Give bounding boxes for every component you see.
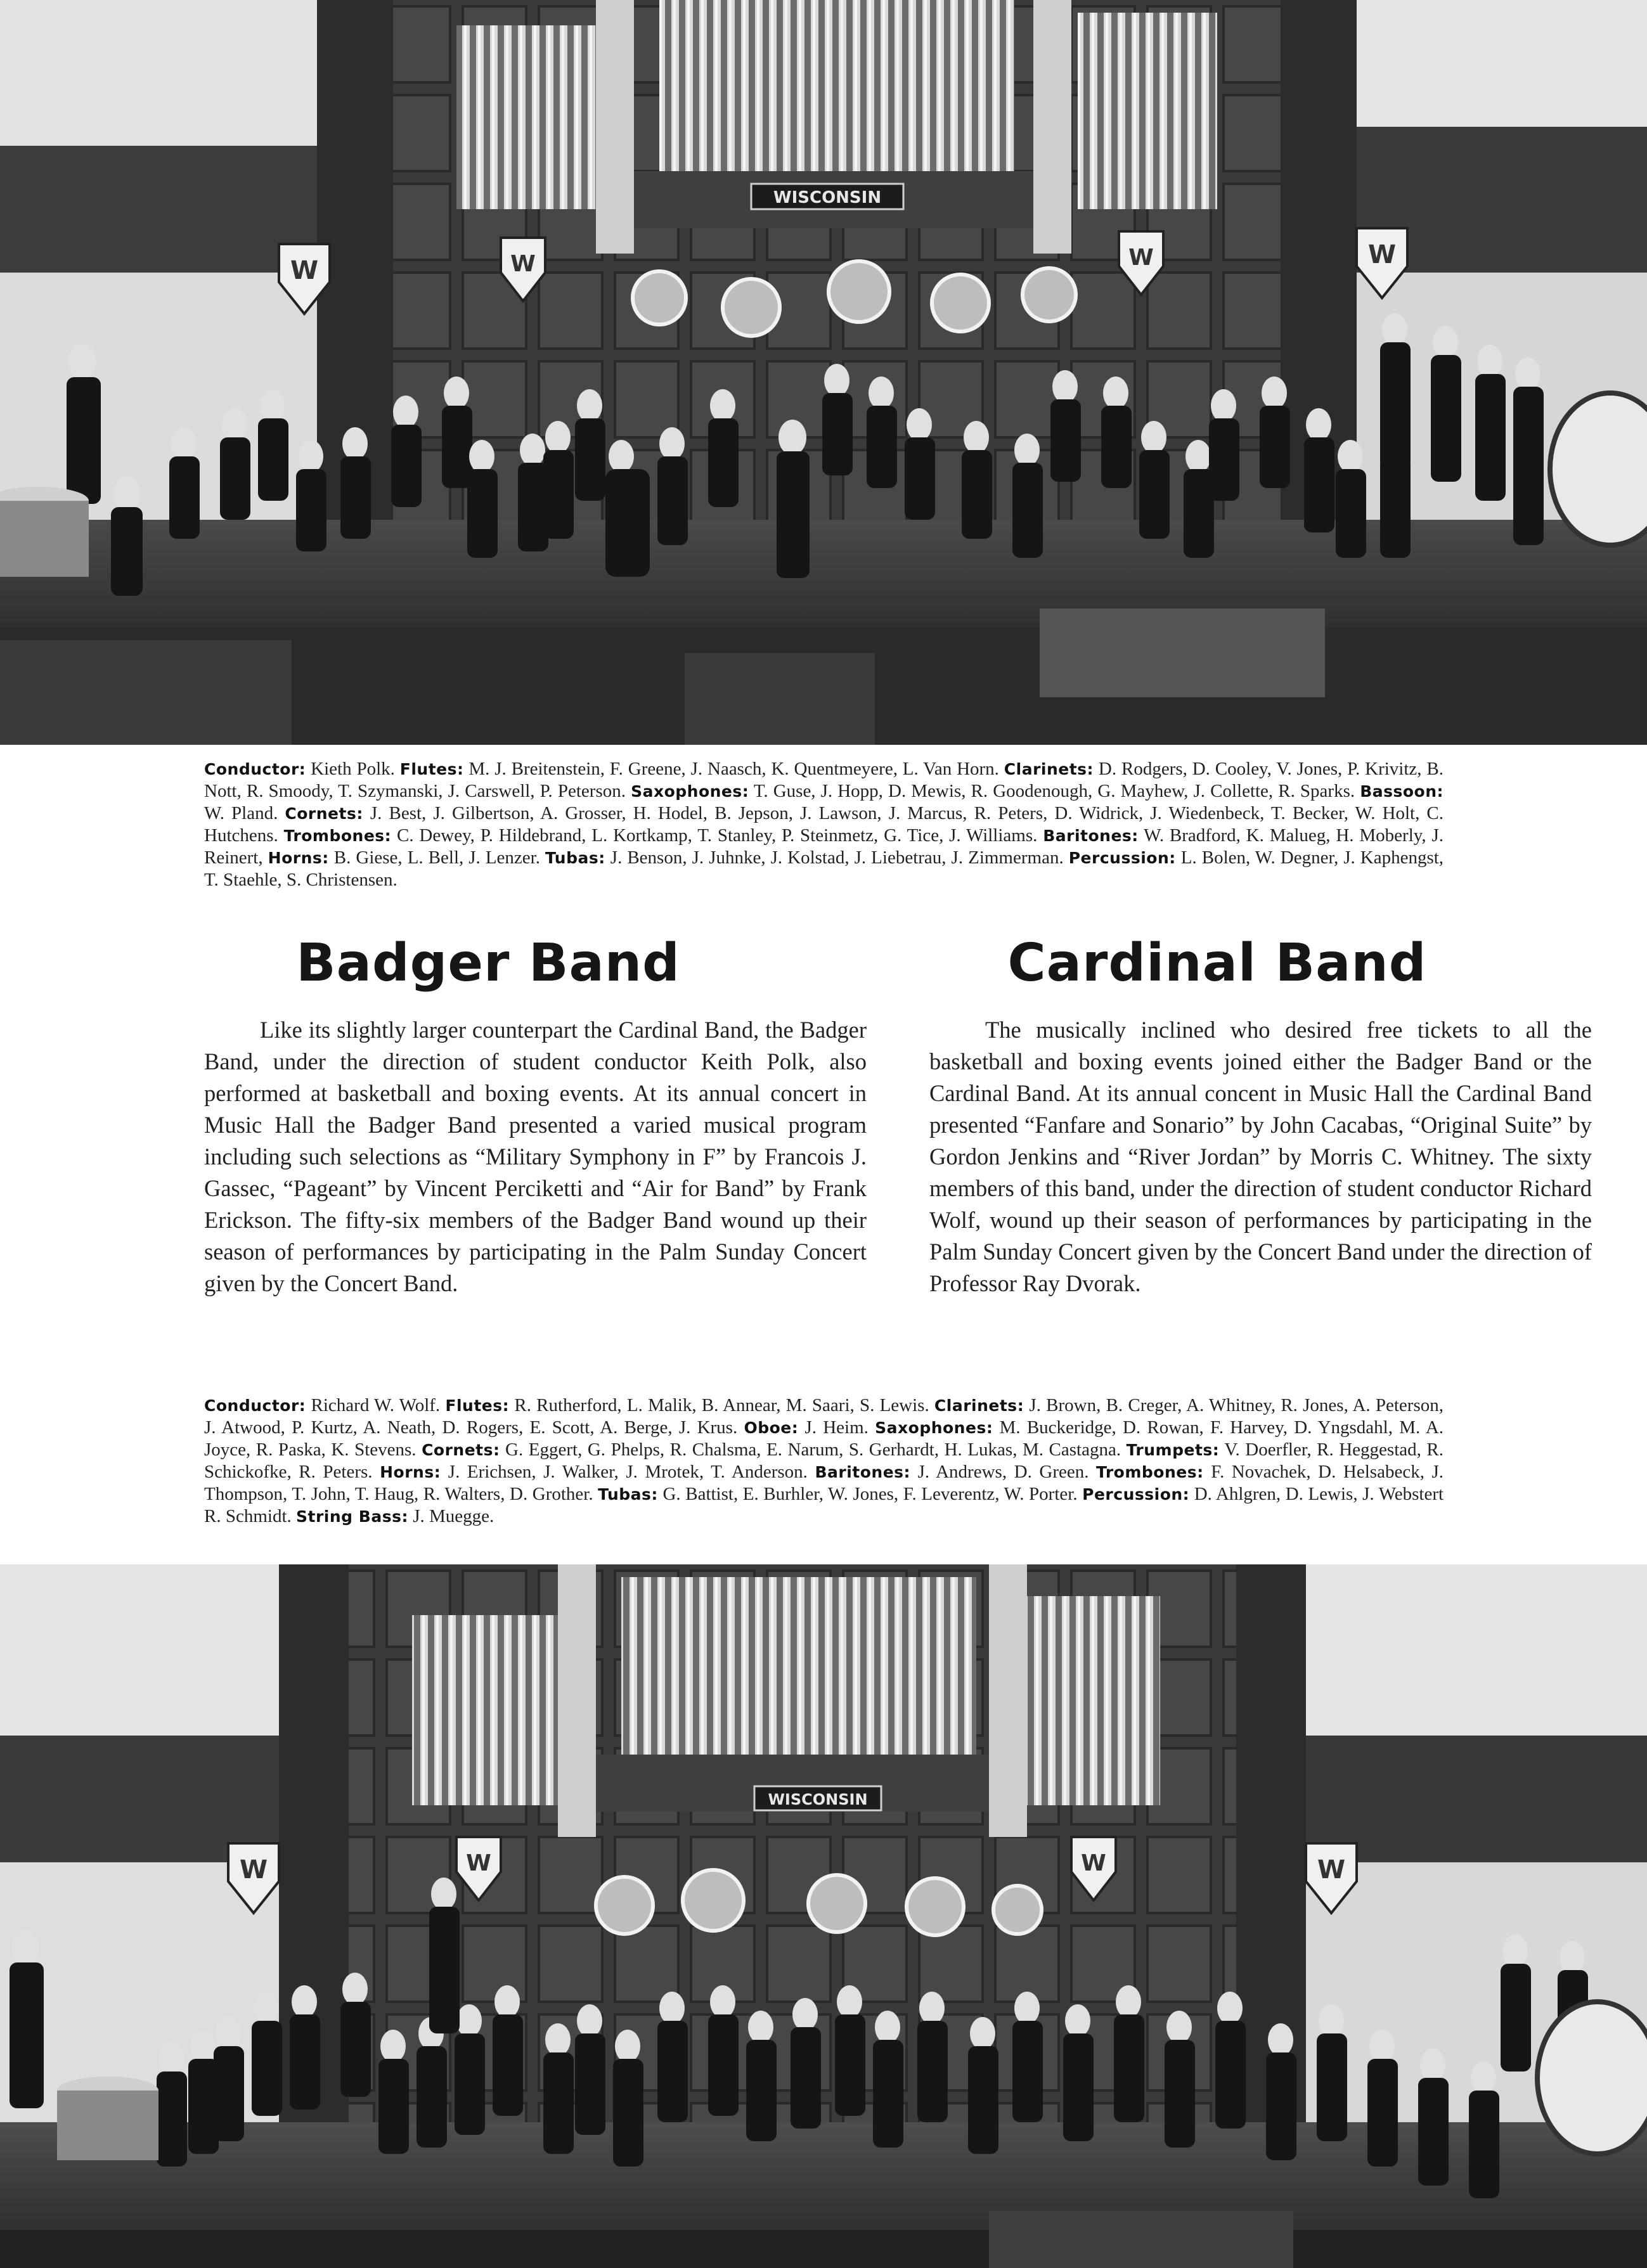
roster-names: J. Benson, J. Juhnke, J. Kolstad, J. Liebetrau, J. Zimmerman. [610, 847, 1064, 868]
svg-text:W: W [510, 251, 536, 277]
roster-role: Clarinets: [934, 1396, 1024, 1415]
roster-role: Saxophones: [631, 782, 749, 801]
roster-role: Tubas: [545, 849, 605, 867]
roster-names: D. Rodgers, D. Cooley, V. Jones, P. Krivitz, B. Nott, R. Smoody, T. Szymanski, J. Carswell, P. Peterson. [204, 759, 1444, 801]
roster-role: Clarinets: [1004, 760, 1094, 778]
roster-names: T. Guse, J. Hopp, D. Mewis, R. Goodenough, G. Mayhew, J. Collette, R. Sparks. [753, 781, 1355, 801]
roster-role: String Bass: [296, 1507, 408, 1526]
svg-text:W: W [466, 1850, 491, 1876]
badger-band-heading: Badger Band [296, 933, 680, 993]
roster-role: Trumpets: [1126, 1441, 1220, 1459]
roster-names: Richard W. Wolf. [311, 1395, 441, 1415]
roster-role: Conductor: [204, 1396, 306, 1415]
roster-names: W. Bradford, K. Malueg, H. Moberly, J. Reinert, [204, 825, 1444, 868]
roster-names: L. Bolen, W. Degner, J. Kaphengst, T. Staehle, S. Christensen. [204, 847, 1444, 890]
badger-band-photo-art [0, 0, 1647, 745]
roster-names: Kieth Polk. [311, 759, 395, 779]
roster-names: J. Erichsen, J. Walker, J. Mrotek, T. Anderson. [448, 1462, 808, 1482]
badger-band-photo [0, 0, 1647, 745]
roster-names: F. Novachek, D. Helsabeck, J. Thompson, T. John, T. Haug, R. Walters, D. Grother. [204, 1462, 1444, 1504]
roster-names: M. J. Breitenstein, F. Greene, J. Naasch, K. Quentmeyere, L. Van Horn. [468, 759, 999, 779]
roster-names: B. Giese, L. Bell, J. Lenzer. [333, 847, 540, 868]
roster-names: D. Ahlgren, D. Lewis, J. Webstert R. Schmidt. [204, 1484, 1444, 1526]
cardinal-band-photo-art [0, 1564, 1647, 2268]
roster-role: Trombones: [283, 827, 392, 845]
roster-role: Trombones: [1096, 1463, 1204, 1481]
roster-role: Baritones: [815, 1463, 911, 1481]
svg-text:W: W [1128, 245, 1154, 271]
roster-names: J. Andrews, D. Green. [917, 1462, 1089, 1482]
roster-role: Flutes: [445, 1396, 510, 1415]
roster-role: Tubas: [598, 1485, 658, 1504]
badger-band-article: Like its slightly larger counterpart the Cardinal Band, the Badger Band, under the direction of student conductor Keith Polk, also performed at basketball and boxing events. At its annual concert in Music Hall the Badger Band presented a varied musical program including such selections as “Military Symphony in F” by Francois J. Gassec, “Pageant” by Vincent Perciketti and “Air for Band” by Frank Erickson. The fifty-six members of the Badger Band wound up their season of performances by participating in the Palm Sunday Concert given by the Concert Band. [204, 1017, 867, 1296]
badger-band-roster [204, 758, 1444, 891]
svg-text:W: W [1367, 240, 1397, 269]
cardinal-band-roster [204, 1395, 1444, 1528]
roster-role: Cornets: [422, 1441, 500, 1459]
roster-names: J. Muegge. [413, 1506, 494, 1526]
roster-names: R. Rutherford, L. Malik, B. Annear, M. Saari, S. Lewis. [514, 1395, 929, 1415]
roster-names: G. Eggert, G. Phelps, R. Chalsma, E. Narum, S. Gerhardt, H. Lukas, M. Castagna. [505, 1440, 1121, 1460]
cardinal-band-heading: Cardinal Band [1007, 933, 1427, 993]
svg-text:W: W [1317, 1855, 1346, 1885]
roster-role: Horns: [268, 849, 329, 867]
roster-names: J. Brown, B. Creger, A. Whitney, R. Jones, A. Peterson, J. Atwood, P. Kurtz, A. Neath, D. Rogers, E. Scott, A. Berge, J. Krus. [204, 1395, 1444, 1438]
svg-text:W: W [239, 1855, 268, 1885]
roster-role: Baritones: [1043, 827, 1139, 845]
roster-names: G. Battist, E. Burhler, W. Jones, F. Leverentz, W. Porter. [662, 1484, 1078, 1504]
roster-names: W. Pland. [204, 803, 278, 823]
organ-label-top: WISCONSIN [773, 188, 882, 207]
roster-role: Saxophones: [875, 1419, 993, 1437]
roster-role: Flutes: [399, 760, 464, 778]
roster-role: Horns: [380, 1463, 441, 1481]
roster-names: V. Doerfler, R. Heggestad, R. Schickofke, R. Peters. [204, 1440, 1444, 1482]
roster-role: Oboe: [744, 1419, 799, 1437]
roster-role: Bassoon: [1360, 782, 1444, 801]
roster-names: J. Best, J. Gilbertson, A. Grosser, H. Hodel, B. Jepson, J. Lawson, J. Marcus, R. Peters, D. Widrick, J. Wiedenbeck, T. Becker, W. Holt, C. Hutchens. [204, 803, 1444, 846]
cardinal-band-article: The musically inclined who desired free tickets to all the basketball and boxing events joined either the Badger Band or the Cardinal Band. At its annual concent in Music Hall the Cardinal Band presented “Fanfare and Sonario” by John Cacabas, “Original Suite” by Gordon Jenkins and “River Jordan” by Morris C. Whitney. The sixty members of this band, under the direction of student conductor Richard Wolf, wound up their season of performances by participating in the Palm Sunday Concert given by the Concert Band under the direction of Professor Ray Dvorak. [929, 1017, 1592, 1296]
svg-text:W: W [290, 256, 319, 285]
svg-text:W: W [1081, 1850, 1106, 1876]
roster-names: C. Dewey, P. Hildebrand, L. Kortkamp, T. Stanley, P. Steinmetz, G. Tice, J. Williams. [397, 825, 1038, 846]
roster-role: Percussion: [1082, 1485, 1190, 1504]
roster-role: Percussion: [1068, 849, 1176, 867]
roster-role: Cornets: [285, 804, 363, 823]
organ-label-bottom: WISCONSIN [768, 1791, 868, 1808]
roster-names: M. Buckeridge, D. Rowan, F. Harvey, D. Yngsdahl, M. A. Joyce, R. Paska, K. Stevens. [204, 1417, 1444, 1460]
cardinal-band-photo [0, 1564, 1647, 2268]
roster-role: Conductor: [204, 760, 306, 778]
roster-names: J. Heim. [804, 1417, 869, 1438]
